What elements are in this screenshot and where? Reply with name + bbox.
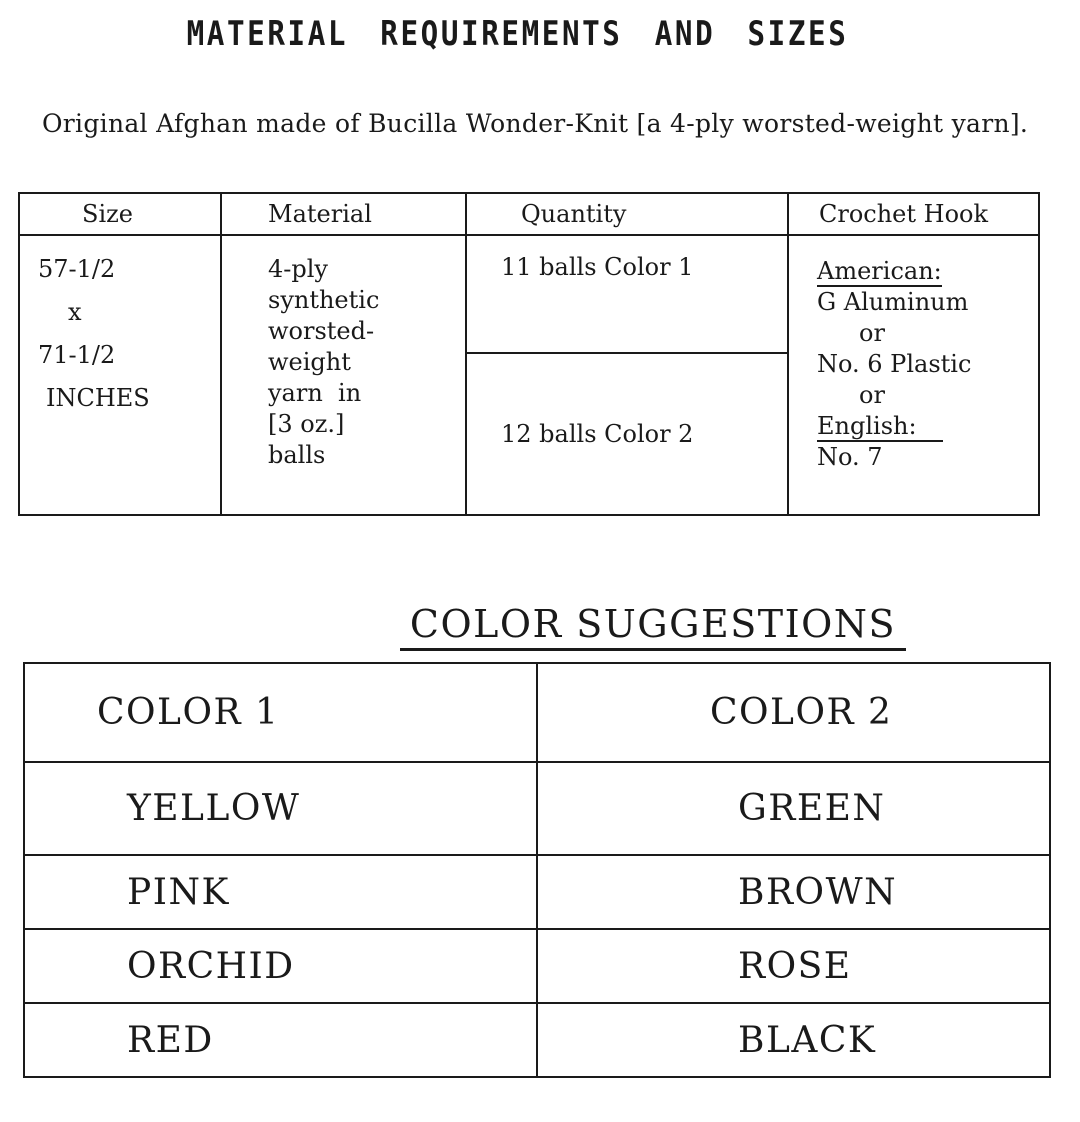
material-line: weight — [268, 348, 351, 376]
header-size: Size — [19, 193, 221, 235]
size-unit: INCHES — [46, 384, 150, 412]
intro-text: Original Afghan made of Bucilla Wonder-Knit [a 4-ply worsted-weight yarn]. — [42, 109, 1029, 138]
page-title: MATERIAL REQUIREMENTS AND SIZES — [186, 14, 849, 54]
quantity-color-1: 11 balls Color 1 — [466, 235, 788, 353]
hook-english-size: No. 7 — [817, 443, 883, 471]
size-by: x — [68, 298, 82, 326]
size-width: 57-1/2 — [38, 255, 116, 283]
header-crochet-hook: Crochet Hook — [788, 193, 1039, 235]
material-cell — [221, 235, 466, 515]
material-line: yarn in — [268, 379, 362, 407]
color-suggestions-table — [23, 662, 1051, 1078]
material-line: balls — [268, 441, 326, 469]
color-1-value: PINK — [24, 855, 537, 929]
hook-plastic-size: No. 6 Plastic — [817, 350, 972, 378]
color-1-value: ORCHID — [24, 929, 537, 1003]
table-row — [24, 929, 1050, 1003]
material-line: worsted- — [268, 317, 375, 345]
table-header-row — [19, 193, 1039, 235]
table-row — [24, 762, 1050, 855]
material-line: [3 oz.] — [268, 410, 345, 438]
color-suggestions-title: COLOR SUGGESTIONS — [400, 602, 906, 651]
header-material: Material — [221, 193, 466, 235]
table-header-row — [24, 663, 1050, 762]
material-requirements-table — [18, 192, 1040, 516]
hook-or: or — [859, 381, 885, 409]
table-row — [24, 1003, 1050, 1077]
quantity-color-2: 12 balls Color 2 — [466, 353, 788, 515]
material-line: 4-ply — [268, 255, 328, 283]
hook-american-label: American: — [817, 257, 942, 285]
size-length: 71-1/2 — [38, 341, 116, 369]
hook-or: or — [859, 319, 885, 347]
table-row — [19, 235, 1039, 353]
color-1-value: YELLOW — [24, 762, 537, 855]
hook-english-label: English: — [817, 413, 943, 442]
header-quantity: Quantity — [466, 193, 788, 235]
color-2-value: ROSE — [537, 929, 1050, 1003]
color-1-value: RED — [24, 1003, 537, 1077]
color-2-value: GREEN — [537, 762, 1050, 855]
crochet-hook-cell — [788, 235, 1039, 515]
table-row — [24, 855, 1050, 929]
header-color-1: COLOR 1 — [24, 663, 537, 762]
color-2-value: BLACK — [537, 1003, 1050, 1077]
size-cell — [19, 235, 221, 515]
hook-american-size: G Aluminum — [817, 288, 969, 316]
color-2-value: BROWN — [537, 855, 1050, 929]
header-color-2: COLOR 2 — [537, 663, 1050, 762]
material-line: synthetic — [268, 286, 380, 314]
